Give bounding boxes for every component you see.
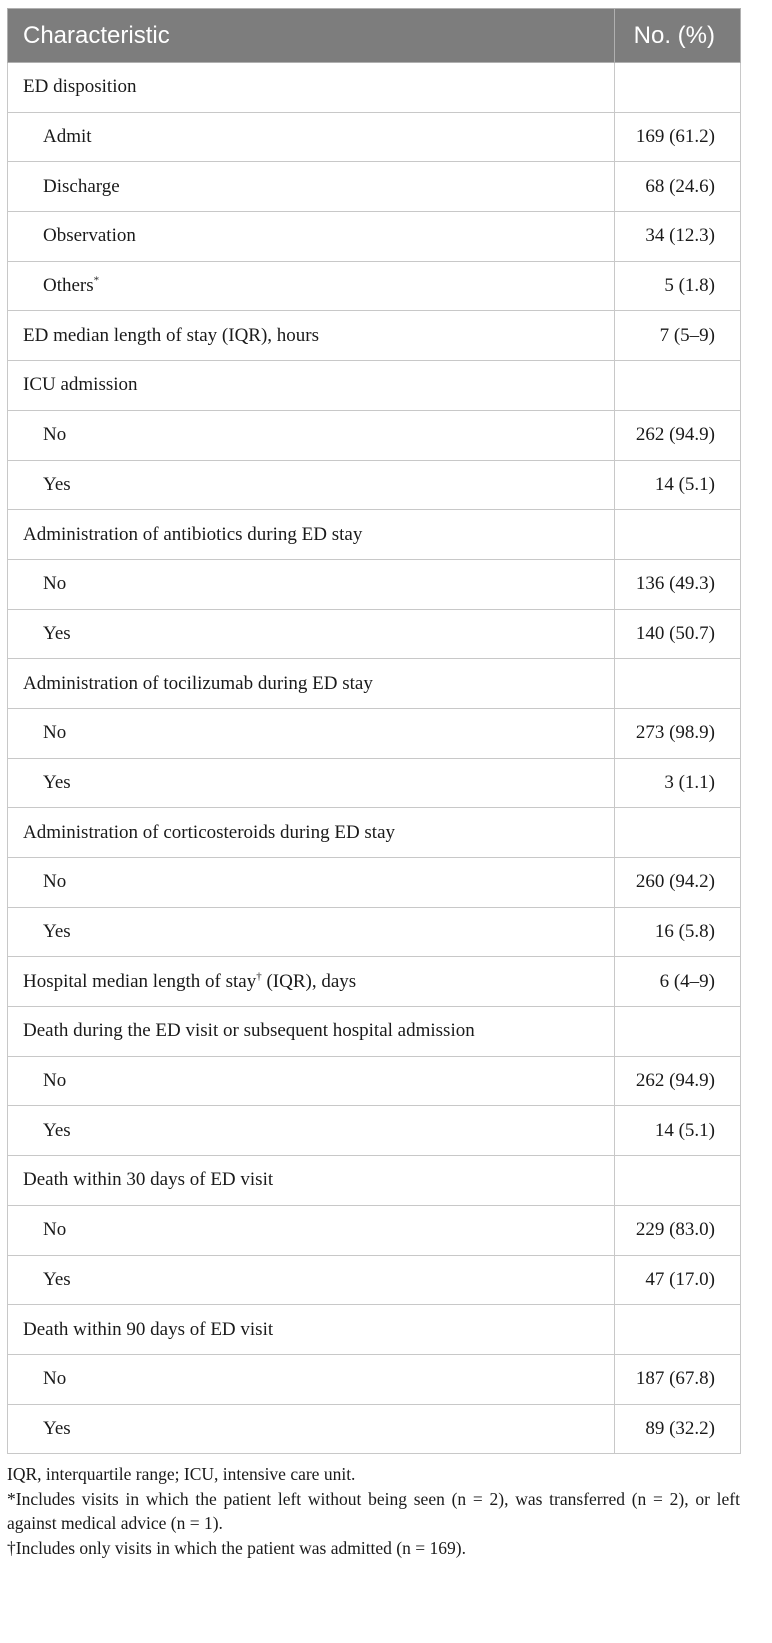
row-label xyxy=(8,1007,615,1057)
row-sublabel xyxy=(8,261,615,311)
table-row xyxy=(8,361,741,411)
row-sublabel xyxy=(8,112,615,162)
row-value: 16 (5.8) xyxy=(615,907,741,957)
table-row xyxy=(8,1106,741,1156)
row-label-text: Administration of tocilizumab during ED stay xyxy=(23,672,373,694)
row-label-text: No xyxy=(43,1070,67,1092)
row-label xyxy=(8,808,615,858)
row-label-text: Yes xyxy=(43,1417,71,1439)
row-sublabel xyxy=(8,1404,615,1454)
row-sublabel xyxy=(8,212,615,262)
row-value: 14 (5.1) xyxy=(615,460,741,510)
row-value: 140 (50.7) xyxy=(615,609,741,659)
row-value: 14 (5.1) xyxy=(615,1106,741,1156)
row-sublabel xyxy=(8,1255,615,1305)
table-row xyxy=(8,758,741,808)
row-label-text: No xyxy=(43,573,67,595)
row-label xyxy=(8,659,615,709)
row-label-suffix: (IQR), days xyxy=(261,970,357,992)
row-label xyxy=(8,1156,615,1206)
table-row xyxy=(8,1354,741,1404)
row-value: 5 (1.8) xyxy=(615,261,741,311)
table-row xyxy=(8,63,741,113)
row-value: 262 (94.9) xyxy=(615,410,741,460)
results-table xyxy=(7,8,741,1454)
row-sublabel xyxy=(8,162,615,212)
table-row xyxy=(8,510,741,560)
header-characteristic: Characteristic xyxy=(8,9,615,63)
footnote-others: *Includes visits in which the patient left without being seen (n = 2), was transferred (n = 2), or left against medical advice (n = 1). xyxy=(7,1488,740,1533)
row-value: 34 (12.3) xyxy=(615,212,741,262)
footnote-admitted: †Includes only visits in which the patient was admitted (n = 169). xyxy=(7,1537,466,1558)
row-value: 273 (98.9) xyxy=(615,708,741,758)
row-value xyxy=(615,510,741,560)
table-footnotes xyxy=(7,1462,740,1560)
row-value xyxy=(615,63,741,113)
row-value: 260 (94.2) xyxy=(615,858,741,908)
table-row xyxy=(8,1056,741,1106)
table-row xyxy=(8,858,741,908)
row-value xyxy=(615,1007,741,1057)
row-label-text: Administration of antibiotics during ED stay xyxy=(23,523,363,545)
row-sublabel xyxy=(8,410,615,460)
footnote-marker: * xyxy=(93,274,100,287)
table-row xyxy=(8,1205,741,1255)
row-value: 262 (94.9) xyxy=(615,1056,741,1106)
table-row xyxy=(8,212,741,262)
table-row xyxy=(8,1305,741,1355)
row-label-text: ED disposition xyxy=(23,76,137,98)
row-label-text: No xyxy=(43,424,67,446)
row-label-text: ICU admission xyxy=(23,374,138,396)
row-value: 136 (49.3) xyxy=(615,559,741,609)
row-value: 187 (67.8) xyxy=(615,1354,741,1404)
row-sublabel xyxy=(8,758,615,808)
row-value: 7 (5–9) xyxy=(615,311,741,361)
row-value: 229 (83.0) xyxy=(615,1205,741,1255)
row-label-text: Yes xyxy=(43,622,71,644)
row-label-text: Hospital median length of stay xyxy=(23,970,257,992)
row-label xyxy=(8,311,615,361)
table-row xyxy=(8,609,741,659)
table-row xyxy=(8,311,741,361)
table-row xyxy=(8,162,741,212)
footnote-marker: † xyxy=(256,970,262,983)
table-row xyxy=(8,1255,741,1305)
row-label-text: Death within 30 days of ED visit xyxy=(23,1169,274,1191)
row-value: 89 (32.2) xyxy=(615,1404,741,1454)
results-table-container xyxy=(7,8,740,1454)
row-sublabel xyxy=(8,858,615,908)
row-label-text: Administration of corticosteroids during ED stay xyxy=(23,821,396,843)
row-sublabel xyxy=(8,1205,615,1255)
row-label-text: Death during the ED visit or subsequent hospital admission xyxy=(23,1020,475,1042)
table-row xyxy=(8,112,741,162)
row-sublabel xyxy=(8,708,615,758)
row-label-text: Observation xyxy=(43,225,136,247)
row-label xyxy=(8,361,615,411)
row-label-text: Admit xyxy=(43,126,92,148)
row-sublabel xyxy=(8,609,615,659)
row-value: 6 (4–9) xyxy=(615,957,741,1007)
table-row xyxy=(8,261,741,311)
table-row xyxy=(8,957,741,1007)
table-body xyxy=(8,63,741,1454)
row-value: 169 (61.2) xyxy=(615,112,741,162)
row-value: 3 (1.1) xyxy=(615,758,741,808)
table-row xyxy=(8,1156,741,1206)
table-row xyxy=(8,907,741,957)
header-value: No. (%) xyxy=(615,9,741,63)
row-value: 47 (17.0) xyxy=(615,1255,741,1305)
table-row xyxy=(8,559,741,609)
row-label-text: No xyxy=(43,1219,67,1241)
table-row xyxy=(8,460,741,510)
table-row xyxy=(8,1007,741,1057)
row-label-text: Yes xyxy=(43,473,71,495)
row-label-text: Yes xyxy=(43,921,71,943)
row-label-text: Yes xyxy=(43,1268,71,1290)
row-sublabel xyxy=(8,907,615,957)
table-row xyxy=(8,410,741,460)
row-label xyxy=(8,63,615,113)
row-label xyxy=(8,510,615,560)
row-label-text: Discharge xyxy=(43,175,120,197)
row-value xyxy=(615,361,741,411)
row-label-text: Yes xyxy=(43,771,71,793)
row-label xyxy=(8,957,615,1007)
row-label-text: ED median length of stay (IQR), hours xyxy=(23,324,320,346)
row-value xyxy=(615,808,741,858)
row-label-text: Others xyxy=(43,275,94,297)
table-row xyxy=(8,708,741,758)
row-value xyxy=(615,1305,741,1355)
footnote-abbreviations: IQR, interquartile range; ICU, intensive care unit. xyxy=(7,1464,356,1484)
row-label xyxy=(8,1305,615,1355)
row-sublabel xyxy=(8,1106,615,1156)
row-sublabel xyxy=(8,1354,615,1404)
row-label-text: No xyxy=(43,722,67,744)
table-row xyxy=(8,659,741,709)
row-label-text: Yes xyxy=(43,1119,71,1141)
row-sublabel xyxy=(8,1056,615,1106)
row-value xyxy=(615,1156,741,1206)
row-sublabel xyxy=(8,460,615,510)
table-row xyxy=(8,1404,741,1454)
row-label-text: No xyxy=(43,1368,67,1390)
row-sublabel xyxy=(8,559,615,609)
row-value: 68 (24.6) xyxy=(615,162,741,212)
row-value xyxy=(615,659,741,709)
row-label-text: No xyxy=(43,871,67,893)
table-header-row xyxy=(8,9,741,63)
table-row xyxy=(8,808,741,858)
row-label-text: Death within 90 days of ED visit xyxy=(23,1318,274,1340)
